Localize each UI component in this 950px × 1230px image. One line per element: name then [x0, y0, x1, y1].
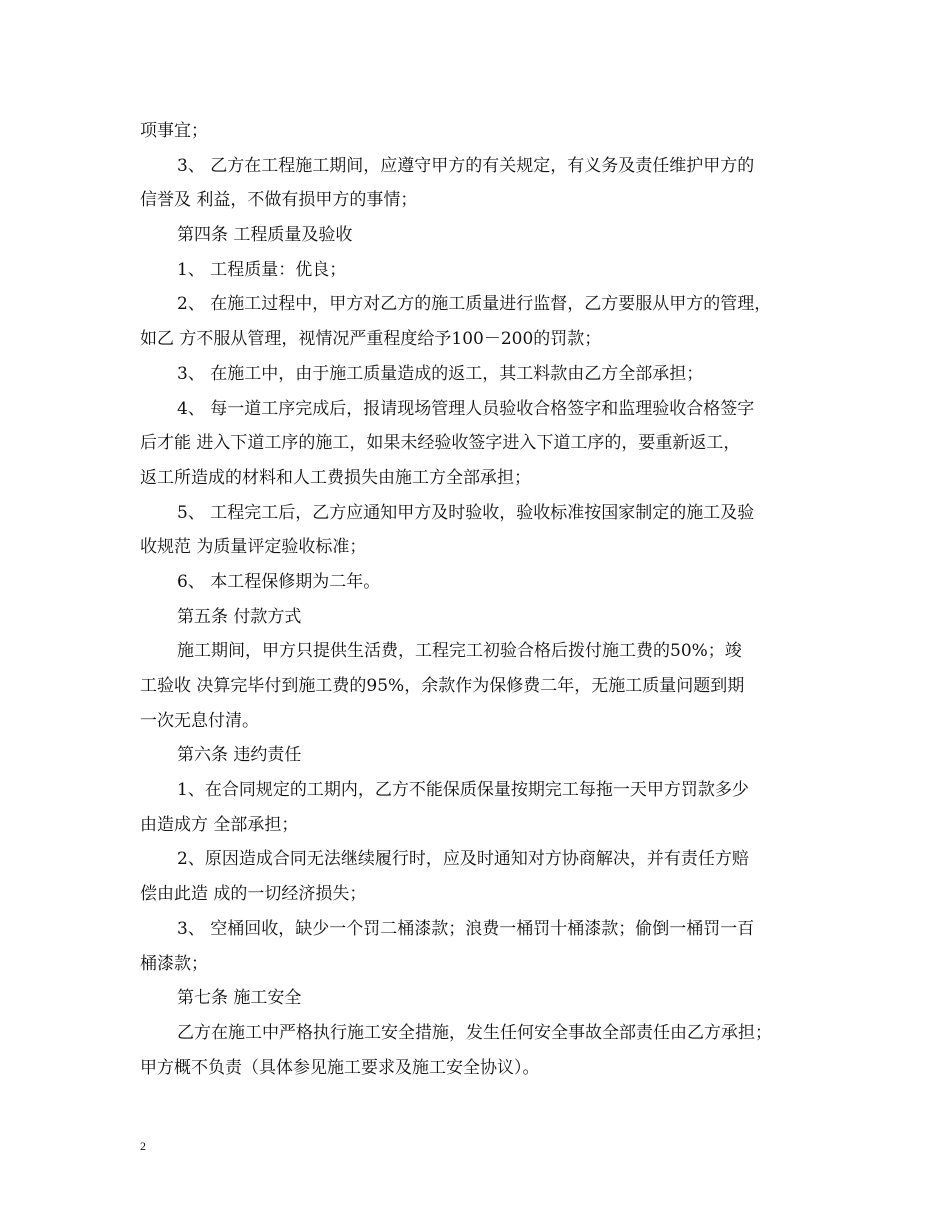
text-line: 6、 本工程保修期为二年。 [177, 571, 381, 592]
text-line: 3、 在施工中，由于施工质量造成的返工，其工料款由乙方全部承担； [177, 363, 704, 384]
text-line: 施工期间，甲方只提供生活费，工程完工初验合格后拨付施工费的50%；竣 [177, 641, 742, 662]
text-line: 甲方概不负责（具体参见施工要求及施工安全协议）。 [140, 1057, 540, 1078]
text-line: 工验收 决算完毕付到施工费的95%，余款作为保修费二年，无施工质量问题到期 [140, 676, 745, 696]
text-line: 3、 空桶回收，缺少一个罚二桶漆款；浪费一桶罚十桶漆款；偷倒一桶罚一百 [177, 918, 755, 939]
text-line: 1、在合同规定的工期内，乙方不能保质保量按期完工每拖一天甲方罚款多少 [177, 780, 749, 801]
text-line: 如乙 方不服从管理，视情况严重程度给予100－200的罚款； [140, 329, 602, 350]
page-number: 2 [140, 1139, 146, 1153]
text-line: 第四条 工程质量及验收 [177, 225, 353, 246]
text-line: 第五条 付款方式 [177, 606, 302, 627]
text-line: 乙方在施工中严格执行施工安全措施，发生任何安全事故全部责任由乙方承担； [177, 1022, 772, 1043]
text-line: 项事宜； [140, 121, 208, 141]
text-line: 第七条 施工安全 [177, 988, 302, 1009]
document-body [140, 114, 820, 1085]
text-line: 1、 工程质量：优良； [177, 259, 347, 280]
text-line: 4、 每一道工序完成后，报请现场管理人员验收合格签字和监理验收合格签字 [177, 398, 755, 419]
text-line: 3、 乙方在工程施工期间，应遵守甲方的有关规定，有义务及责任维护甲方的 [177, 155, 755, 176]
text-line: 桶漆款； [140, 953, 208, 974]
text-line: 偿由此造 成的一切经济损失； [140, 884, 367, 905]
text-line: 第六条 违约责任 [177, 745, 302, 766]
text-line: 后才能 进入下道工序的施工，如果未经验收签字进入下道工序的，要重新返工， [140, 433, 741, 454]
text-line: 5、 工程完工后，乙方应通知甲方及时验收，验收标准按国家制定的施工及验 [177, 502, 755, 523]
text-line: 2、原因造成合同无法继续履行时，应及时通知对方协商解决，并有责任方赔 [177, 849, 749, 870]
text-line: 收规范 为质量评定验收标准； [140, 537, 367, 558]
text-line: 由造成方 全部承担； [140, 814, 299, 835]
text-line: 一次无息付清。 [140, 710, 259, 731]
text-line: 返工所造成的材料和人工费损失由施工方全部承担； [140, 467, 531, 488]
text-line: 2、 在施工过程中，甲方对乙方的施工质量进行监督，乙方要服从甲方的管理， [177, 294, 772, 315]
text-line: 信誉及 利益，不做有损甲方的事情； [140, 190, 418, 211]
